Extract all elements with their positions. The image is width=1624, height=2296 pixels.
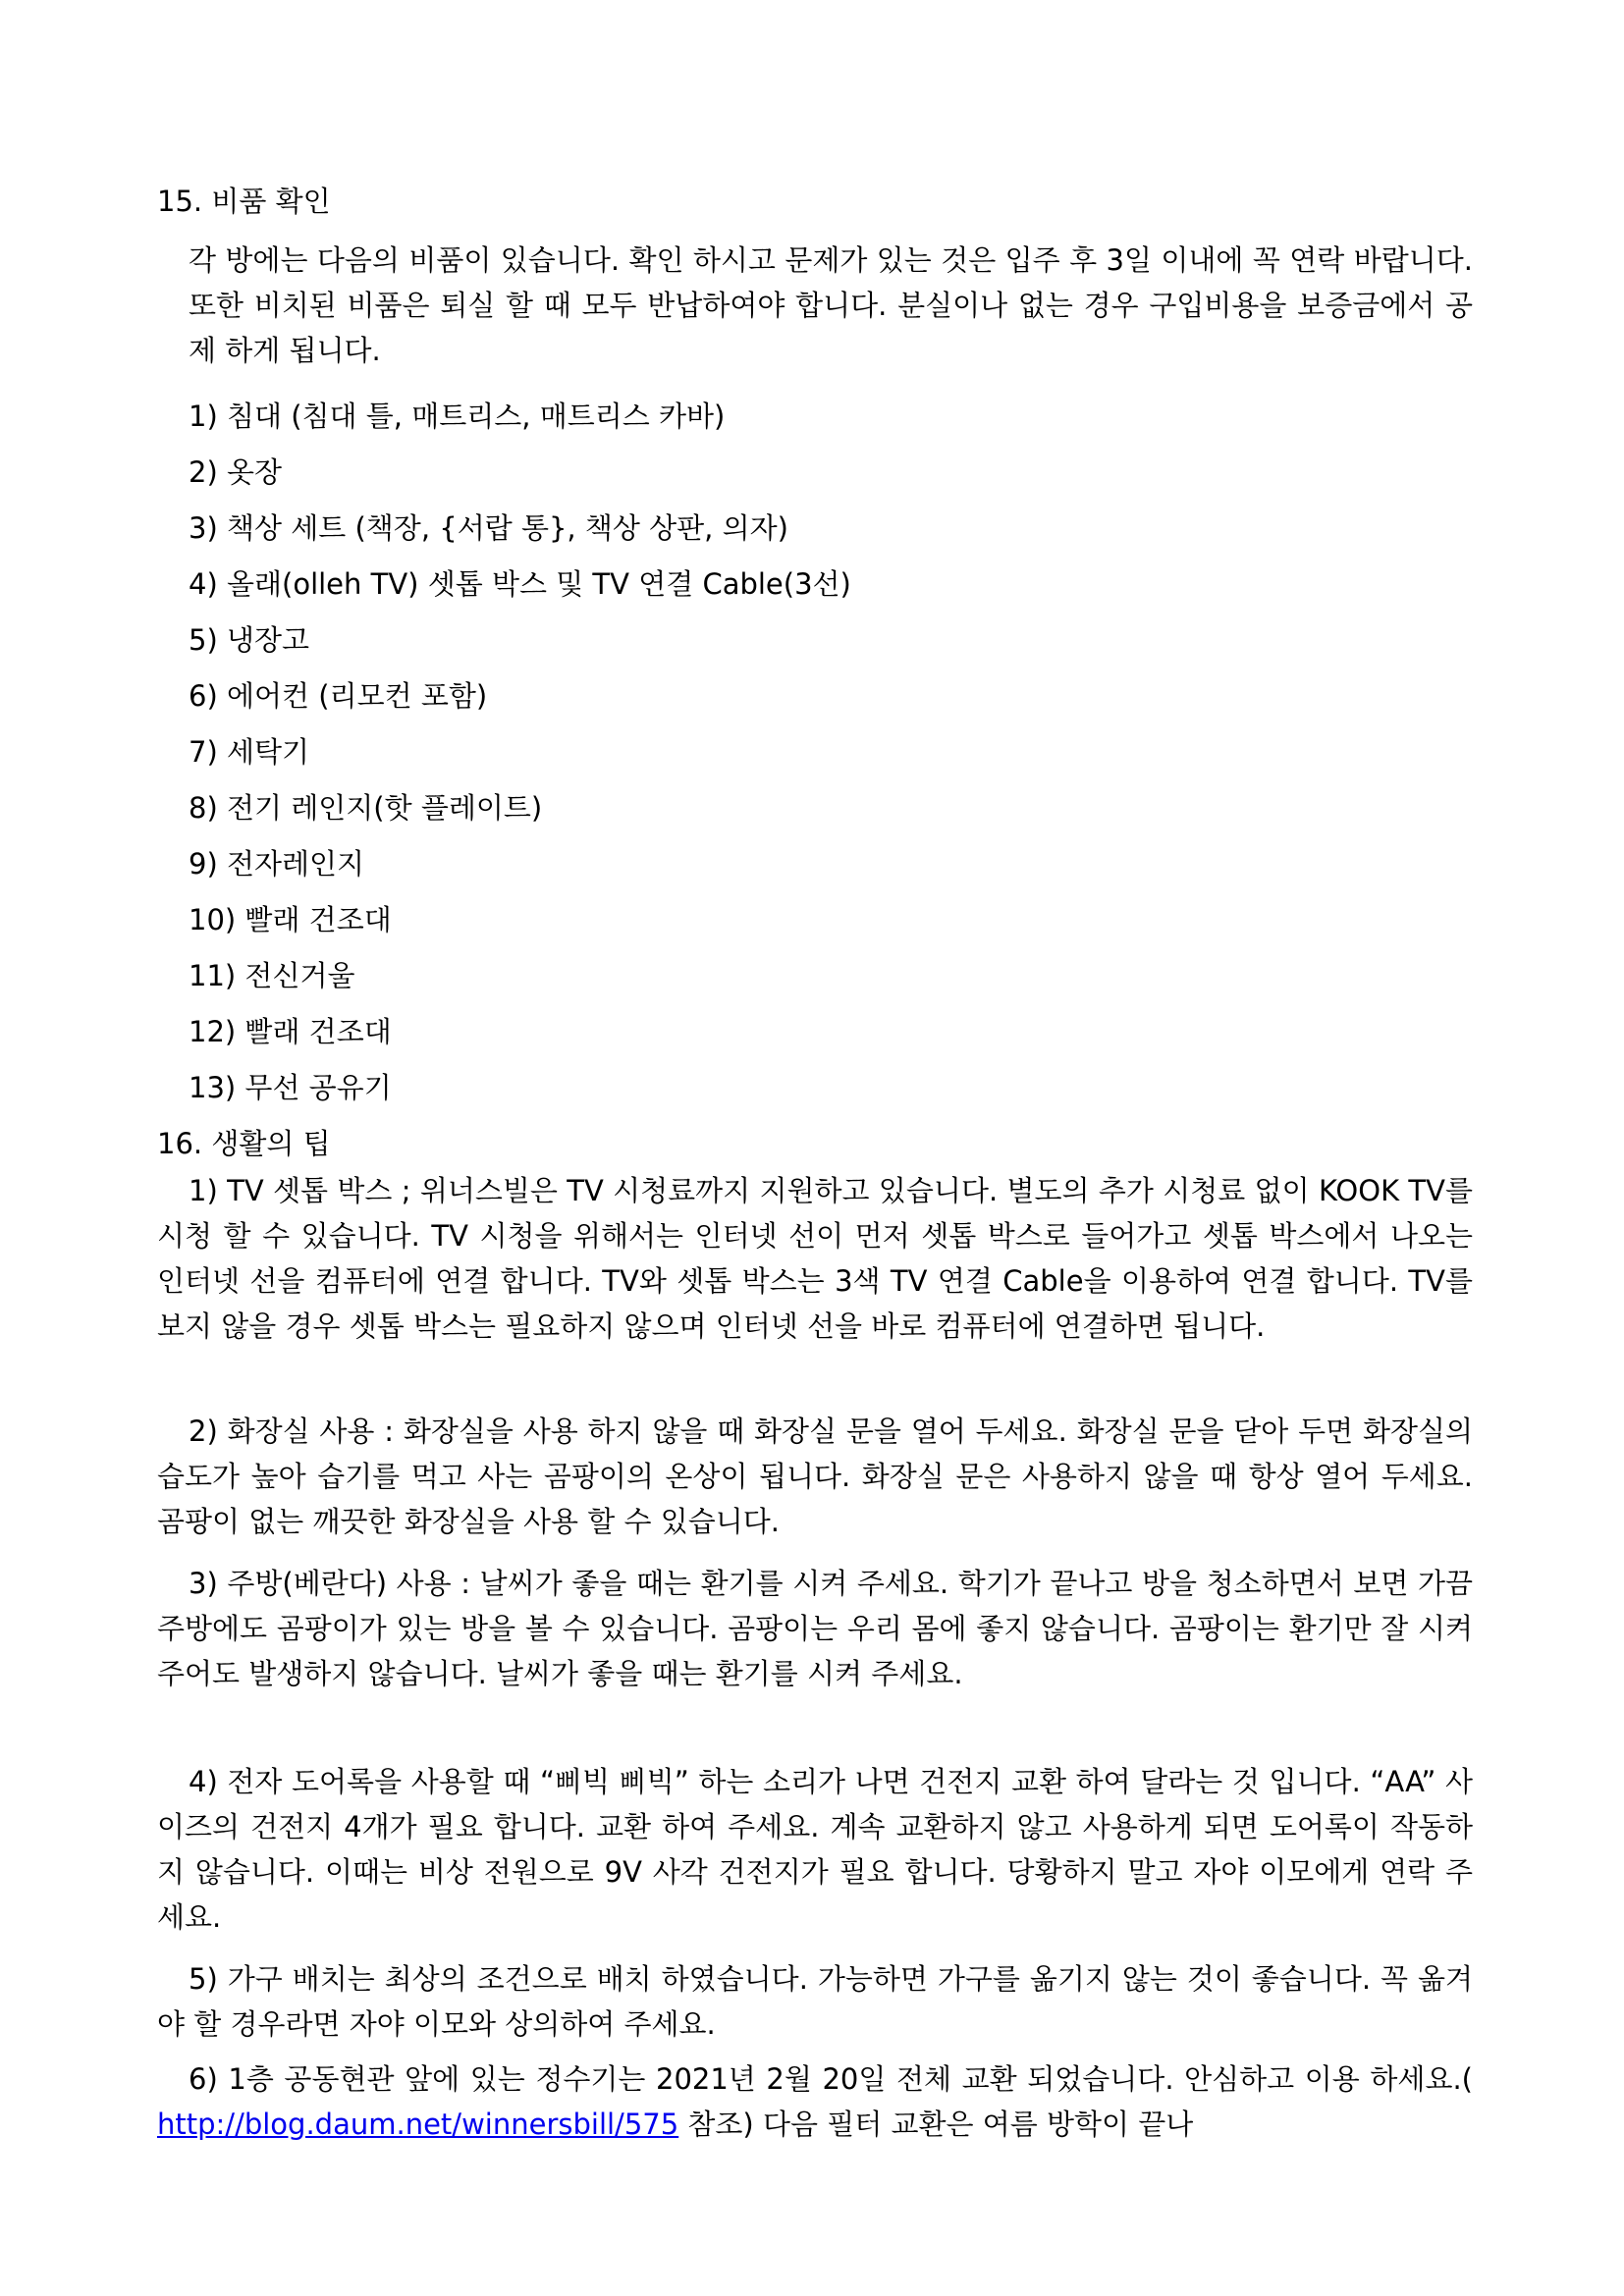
list-item: 5) 냉장고 bbox=[189, 623, 310, 657]
list-item: 9) 전자레인지 bbox=[189, 847, 365, 881]
list-item: 4) 올래(olleh TV) 셋톱 박스 및 TV 연결 Cable(3선) bbox=[189, 567, 851, 601]
list-item: 13) 무선 공유기 bbox=[189, 1071, 392, 1104]
blog-link[interactable]: http://blog.daum.net/winnersbill/575 bbox=[157, 2108, 679, 2141]
list-item: 2) 옷장 bbox=[189, 455, 283, 489]
list-item: 1) 침대 (침대 틀, 매트리스, 매트리스 카바) bbox=[189, 400, 726, 433]
tip-paragraph-6 bbox=[157, 2056, 1473, 2147]
tip-6-text-after: 참조) 다음 필터 교환은 여름 방학이 끝나 bbox=[678, 2108, 1194, 2141]
tip-paragraph: 3) 주방(베란다) 사용 : 날씨가 좋을 때는 환기를 시켜 주세요. 학기가 끝나고 방을 청소하면서 보면 가끔 주방에도 곰팡이가 있는 방을 볼 수 있습니다. 곰팡이는 우리 몸에 좋지 않습니다. 곰팡이는 환기만 잘 시켜주어도 발생하지 않습니다. 날씨가 좋을 때는 환기를 시켜 주세요. bbox=[157, 1567, 1473, 1690]
list-item: 7) 세탁기 bbox=[189, 735, 310, 769]
list-item: 12) 빨래 건조대 bbox=[189, 1015, 392, 1048]
section-15-title: 15. 비품 확인 bbox=[157, 185, 331, 218]
list-item: 10) 빨래 건조대 bbox=[189, 903, 392, 936]
list-item: 6) 에어컨 (리모컨 포함) bbox=[189, 679, 488, 713]
section-15-intro: 각 방에는 다음의 비품이 있습니다. 확인 하시고 문제가 있는 것은 입주 후 3일 이내에 꼭 연락 바랍니다. 또한 비치된 비품은 퇴실 할 때 모두 반납하여야 합니다. 분실이나 없는 경우 구입비용을 보증금에서 공제 하게 됩니다. bbox=[189, 243, 1473, 367]
section-16-title: 16. 생활의 팁 bbox=[157, 1127, 331, 1160]
list-item: 8) 전기 레인지(핫 플레이트) bbox=[189, 791, 543, 825]
tip-paragraph: 5) 가구 배치는 최상의 조건으로 배치 하였습니다. 가능하면 가구를 옮기지 않는 것이 좋습니다. 꼭 옮겨야 할 경우라면 자야 이모와 상의하여 주세요. bbox=[157, 1962, 1473, 2041]
tip-paragraph: 1) TV 셋톱 박스 ; 위너스빌은 TV 시청료까지 지원하고 있습니다. 별도의 추가 시청료 없이 KOOK TV를 시청 할 수 있습니다. TV 시청을 위해서는 인터넷 선이 먼저 셋톱 박스로 들어가고 셋톱 박스에서 나오는 인터넷 선을 컴퓨터에 연결 합니다. TV와 셋톱 박스는 3색 TV 연결 Cable을 이용하여 연결 합니다. TV를 보지 않을 경우 셋톱 박스는 필요하지 않으며 인터넷 선을 바로 컴퓨터에 연결하면 됩니다. bbox=[157, 1174, 1473, 1343]
list-item: 3) 책상 세트 (책장, {서랍 통}, 책상 상판, 의자) bbox=[189, 511, 788, 545]
list-item: 11) 전신거울 bbox=[189, 959, 355, 992]
tip-6-text-before: 6) 1층 공동현관 앞에 있는 정수기는 2021년 2월 20일 전체 교환 되었습니다. 안심하고 이용 하세요.( bbox=[189, 2062, 1473, 2096]
tip-paragraph: 4) 전자 도어록을 사용할 때 “삐빅 삐빅” 하는 소리가 나면 건전지 교환 하여 달라는 것 입니다. “AA” 사이즈의 건전지 4개가 필요 합니다. 교환 하여 주세요. 계속 교환하지 않고 사용하게 되면 도어록이 작동하지 않습니다. 이때는 비상 전원으로 9V 사각 건전지가 필요 합니다. 당황하지 말고 자야 이모에게 연락 주세요. bbox=[157, 1765, 1473, 1934]
tip-paragraph: 2) 화장실 사용 : 화장실을 사용 하지 않을 때 화장실 문을 열어 두세요. 화장실 문을 닫아 두면 화장실의 습도가 높아 습기를 먹고 사는 곰팡이의 온상이 됩니다. 화장실 문은 사용하지 않을 때 항상 열어 두세요. 곰팡이 없는 깨끗한 화장실을 사용 할 수 있습니다. bbox=[157, 1415, 1473, 1538]
